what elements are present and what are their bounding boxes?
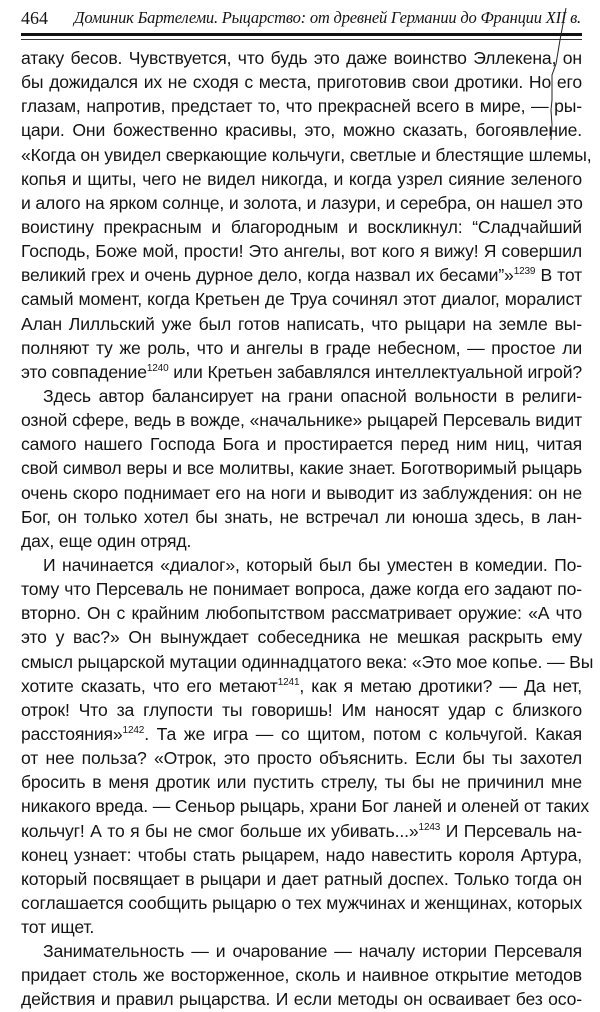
text-line — [21, 481, 582, 505]
text-line-continuation: В тот — [535, 265, 582, 286]
text-line — [21, 46, 582, 70]
text-line-content: «Когда он увидел сверкающие кольчуги, светлые и блестящие шлемы, — [21, 144, 592, 165]
text-line-content: Алан Лилльский уже был готов написать, что рыцари на земле вы- — [21, 313, 582, 334]
text-line — [21, 891, 582, 915]
text-line-content: самого нашего Господа Бога и простирается перед ним ниц, читая — [21, 434, 582, 455]
text-line — [21, 94, 582, 118]
text-line — [21, 215, 582, 239]
text-line — [21, 287, 582, 311]
text-line — [21, 843, 582, 867]
page-number: 464 — [21, 8, 48, 28]
text-line — [21, 577, 582, 601]
text-line-content: смысл рыцарской мутации одиннадцатого века: «Это мое копье. — Вы — [21, 651, 594, 672]
text-line — [21, 625, 582, 649]
text-line — [21, 746, 582, 770]
text-line-continuation: , как я метаю дротики? — Да нет, — [299, 675, 582, 696]
text-line — [21, 118, 582, 142]
running-title: Доминик Бартелеми. Рыцарство: от древней Германии до Франции XII в. — [74, 8, 581, 27]
footnote-marker[interactable]: 1239 — [513, 266, 536, 278]
text-line-content: никакого вреда. — Сеньор рыцарь, храни Бог ланей и оленей от таких — [21, 796, 589, 817]
text-line-content: И начинается «диалог», который был бы уместен в комедии. По- — [43, 554, 582, 575]
text-line-content: тот ищет. — [21, 917, 95, 938]
body-text — [21, 46, 594, 1012]
text-line-continuation: И Персеваль на- — [440, 820, 582, 841]
text-line-content: кольчуг! А то я бы не смог больше их убивать...» — [21, 820, 419, 841]
footnote-marker[interactable]: 1240 — [146, 362, 169, 374]
text-line — [21, 167, 582, 191]
text-line-content: который посвящает в рыцари и дает ратный доспех. Только тогда он — [21, 868, 582, 889]
text-line-content: от нее польза? «Отрок, это просто объяснить. Если бы ты захотел — [21, 748, 582, 769]
text-line — [21, 819, 582, 843]
page-header — [21, 6, 581, 30]
text-line-content: отрок! Что за глупости ты говоришь! Им наносят удар с близкого — [21, 699, 582, 720]
text-line — [21, 698, 582, 722]
text-line — [21, 408, 582, 432]
text-line-content: самый момент, когда Кретьен де Труа сочинял этот диалог, моралист — [21, 289, 582, 310]
text-line-content: действия и правил рыцарства. И если методы он осваивает без осо- — [21, 989, 582, 1010]
text-line-content: хотите сказать, что его метают — [21, 675, 278, 696]
footnote-marker[interactable]: 1241 — [277, 676, 300, 688]
text-line-content: бы дожидался их не сходя с места, приготовив свои дротики. Но его — [21, 72, 582, 93]
text-line-continuation: или Кретьен забавлялся интеллектуальной игрой? — [168, 361, 583, 382]
text-line-content: вторно. Он с крайним любопытством рассматривает оружие: «А что — [21, 603, 582, 624]
text-line — [21, 794, 589, 818]
footnote-marker[interactable]: 1243 — [418, 821, 441, 833]
text-line-content: Здесь автор балансирует на грани опасной вольности в религи- — [43, 385, 582, 406]
text-line — [21, 384, 582, 408]
text-line — [21, 529, 582, 553]
footnote-marker[interactable]: 1242 — [122, 724, 145, 736]
text-line — [21, 867, 582, 891]
text-line-content: цари. Они божественно красивы, это, можно сказать, богоявление. — [21, 120, 582, 141]
text-line — [21, 70, 582, 94]
text-line-content: воистину прекрасным и благородным и воскликнул: “Сладчайший — [21, 216, 582, 237]
text-line — [21, 987, 582, 1011]
text-line-content: полняют ту же роль, что и ангелы в граде небесном, — простое ли — [21, 337, 582, 358]
text-line-content: тому что Персеваль не понимает вопроса, даже когда его задают по- — [21, 579, 582, 600]
text-line — [21, 770, 582, 794]
text-line-continuation: . Та же игра — со щитом, потом с кольчугой. Какая — [144, 723, 582, 744]
text-line — [21, 505, 582, 529]
text-line-content: озной сфере, ведь в вожде, «начальнике» рыцарей Персеваль видит — [21, 410, 582, 431]
text-line — [21, 239, 582, 263]
text-line-content: бросить в меня дротик или пустить стрелу, ты бы не причинил мне — [21, 772, 582, 793]
text-line — [21, 191, 582, 215]
text-line — [21, 915, 582, 939]
text-line-content: глазам, напротив, предстает то, что прекрасней всего в мире, — ры- — [21, 96, 582, 117]
text-line — [21, 601, 582, 625]
text-line-content: очень скоро поднимает его на ноги и выводит из заблуждения: он не — [21, 482, 582, 503]
header-rule-thin — [21, 39, 582, 40]
text-line-content: свой символ веры и все молитвы, какие знает. Боготворимый рыцарь — [21, 458, 582, 479]
text-line — [21, 722, 582, 746]
text-line-content: великий грех и очень дурное дело, когда назвал их бесами”» — [21, 265, 514, 286]
text-line — [21, 432, 582, 456]
text-line-content: соглашается сообщить рыцарю о тех мужчинах и женщинах, которых — [21, 892, 582, 913]
text-line-content: Бог, он только хотел бы знать, не встречал ли юноша здесь, в лан- — [21, 506, 582, 527]
text-line-content: атаку бесов. Чувствуется, что будь это даже воинство Эллекена, он — [21, 48, 582, 68]
text-line — [21, 360, 582, 384]
text-line-content: расстояния» — [21, 723, 123, 744]
text-line — [21, 143, 592, 167]
text-line-content: придает столь же восторженное, сколь и наивное открытие методов — [21, 965, 582, 986]
header-rule-thick — [21, 33, 582, 36]
text-line-content: Господь, Боже мой, прости! Это ангелы, вот кого я вижу! Я совершил — [21, 241, 582, 262]
text-line — [21, 263, 582, 287]
text-line — [21, 312, 582, 336]
text-line-content: это совпадение — [21, 361, 147, 382]
text-line — [21, 650, 594, 674]
text-line-content: и алого на ярком солнце, и золота, и лазури, и серебра, он нашел это — [21, 192, 583, 213]
text-line-content: копья и щиты, чего не видел никогда, и когда узрел сияние зеленого — [21, 168, 582, 189]
text-line — [21, 963, 582, 987]
text-line — [21, 939, 582, 963]
text-line — [21, 336, 582, 360]
text-line-content: это у вас?» Он вынуждает собеседника не мешкая раскрыть ему — [21, 627, 582, 648]
text-line-content: Занимательность — и очарование — началу истории Персеваля — [43, 941, 582, 962]
text-line — [21, 553, 582, 577]
text-line-content: конец узнает: чтобы стать рыцарем, надо навестить короля Артура, — [21, 844, 582, 865]
text-line — [21, 674, 582, 698]
text-line — [21, 456, 582, 480]
text-line-content: дах, еще один отряд. — [21, 530, 192, 551]
